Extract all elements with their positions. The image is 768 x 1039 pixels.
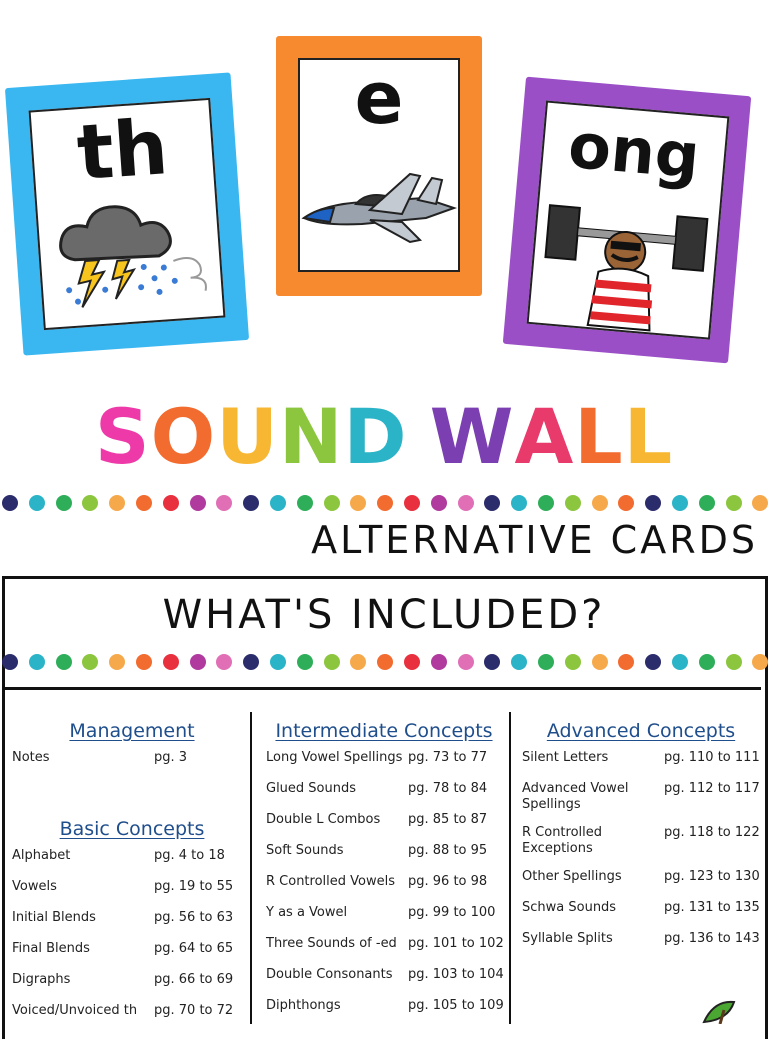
divider-dot xyxy=(458,654,474,670)
title-letter: O xyxy=(150,392,217,481)
item-page: pg. 99 to 100 xyxy=(408,905,496,920)
item-page: pg. 4 to 18 xyxy=(154,848,225,863)
title-letter: L xyxy=(574,392,624,481)
divider-dot xyxy=(511,495,527,511)
divider-dot xyxy=(565,495,581,511)
list-item xyxy=(12,879,242,895)
list-item xyxy=(522,825,760,857)
divider-dot xyxy=(216,495,232,511)
divider-dot xyxy=(350,654,366,670)
list-item xyxy=(266,750,502,766)
list-item xyxy=(522,900,760,916)
item-name: Advanced Vowel Spellings xyxy=(522,781,629,812)
divider-dot xyxy=(431,654,447,670)
divider-dot xyxy=(190,654,206,670)
item-page: pg. 64 to 65 xyxy=(154,941,234,956)
divider-dot xyxy=(29,654,45,670)
item-page: pg. 112 to 117 xyxy=(664,781,760,796)
divider-dot xyxy=(243,495,259,511)
divider-dot xyxy=(672,495,688,511)
list-item xyxy=(522,931,760,947)
item-name: Double Consonants xyxy=(266,967,393,982)
list-item xyxy=(12,750,242,766)
divider-dot xyxy=(377,495,393,511)
list-item xyxy=(12,972,242,988)
title-letter: D xyxy=(343,392,408,481)
divider-dot xyxy=(270,495,286,511)
title-letter: W xyxy=(429,392,515,481)
divider-dot xyxy=(752,495,768,511)
item-name: Other Spellings xyxy=(522,869,622,884)
title-letter: L xyxy=(623,392,674,481)
item-page: pg. 131 to 135 xyxy=(664,900,760,915)
list-item xyxy=(266,874,502,890)
item-page: pg. 123 to 130 xyxy=(664,869,760,884)
sound-wall-title xyxy=(0,392,768,482)
dot-divider-included xyxy=(0,652,768,672)
card-ong xyxy=(503,77,751,364)
storm-cloud-icon xyxy=(41,190,219,322)
item-page: pg. 118 to 122 xyxy=(664,825,760,840)
item-name: Silent Letters xyxy=(522,750,609,765)
divider-dot xyxy=(190,495,206,511)
divider-dot xyxy=(270,654,286,670)
item-page: pg. 70 to 72 xyxy=(154,1003,234,1018)
column-divider xyxy=(509,712,511,1024)
item-page: pg. 96 to 98 xyxy=(408,874,488,889)
divider-dot xyxy=(404,495,420,511)
column-intermediate xyxy=(266,720,502,1026)
divider-dot xyxy=(56,495,72,511)
item-name: Y as a Vowel xyxy=(266,905,348,920)
divider-dot xyxy=(645,495,661,511)
item-page: pg. 56 to 63 xyxy=(154,910,234,925)
apple-leaf-icon xyxy=(700,998,740,1024)
section-heading-advanced: Advanced Concepts xyxy=(546,720,736,742)
divider-dot xyxy=(163,654,179,670)
item-name: Alphabet xyxy=(12,848,71,863)
item-name: Soft Sounds xyxy=(266,843,344,858)
item-name: Final Blends xyxy=(12,941,90,956)
divider-dot xyxy=(645,654,661,670)
divider-dot xyxy=(431,495,447,511)
divider-dot xyxy=(136,495,152,511)
list-item xyxy=(12,910,242,926)
divider-dot xyxy=(2,654,18,670)
divider-dot xyxy=(699,495,715,511)
divider-dot xyxy=(672,654,688,670)
list-item xyxy=(266,967,502,983)
list-item xyxy=(522,869,760,885)
item-name: Notes xyxy=(12,750,50,765)
divider-dot xyxy=(324,495,340,511)
divider-dot xyxy=(404,654,420,670)
list-item xyxy=(266,812,502,828)
divider-dot xyxy=(2,495,18,511)
divider-dot xyxy=(350,495,366,511)
list-item xyxy=(266,843,502,859)
column-basic xyxy=(12,720,242,1031)
title-letter: N xyxy=(278,392,344,481)
divider-dot xyxy=(726,495,742,511)
item-name: Syllable Splits xyxy=(522,931,613,946)
item-name: Digraphs xyxy=(12,972,71,987)
title-letter: U xyxy=(216,392,279,481)
item-name: Diphthongs xyxy=(266,998,341,1013)
item-name: Double L Combos xyxy=(266,812,381,827)
item-name: R Controlled Exceptions xyxy=(522,825,603,856)
divider-dot xyxy=(592,495,608,511)
card-ong-letters: ong xyxy=(565,108,703,193)
section-heading-intermediate: Intermediate Concepts xyxy=(275,720,493,742)
card-e-inner xyxy=(298,58,460,272)
divider-dot xyxy=(484,495,500,511)
divider-dot xyxy=(109,654,125,670)
item-name: R Controlled Vowels xyxy=(266,874,396,889)
item-page: pg. 73 to 77 xyxy=(408,750,488,765)
item-name: Schwa Sounds xyxy=(522,900,617,915)
list-item xyxy=(12,941,242,957)
list-item xyxy=(266,781,502,797)
divider-dot xyxy=(163,495,179,511)
divider-dot xyxy=(618,654,634,670)
divider-dot xyxy=(216,654,232,670)
item-page: pg. 88 to 95 xyxy=(408,843,488,858)
list-item xyxy=(266,905,502,921)
divider-dot xyxy=(29,495,45,511)
divider-dot xyxy=(618,495,634,511)
strongman-icon xyxy=(534,183,716,337)
item-name: Glued Sounds xyxy=(266,781,357,796)
column-advanced xyxy=(522,720,760,959)
item-name: Initial Blends xyxy=(12,910,96,925)
divider-dot xyxy=(538,495,554,511)
list-item xyxy=(522,750,760,766)
dot-divider-top xyxy=(0,493,768,513)
divider-dot xyxy=(726,654,742,670)
section-heading-basic: Basic Concepts xyxy=(59,818,205,840)
item-page: pg. 3 xyxy=(154,750,188,765)
divider-dot xyxy=(82,495,98,511)
item-name: Voiced/Unvoiced th xyxy=(12,1003,138,1018)
item-name: Three Sounds of -ed xyxy=(266,936,397,951)
list-item xyxy=(266,936,502,952)
item-page: pg. 85 to 87 xyxy=(408,812,488,827)
title-letter: S xyxy=(94,392,151,481)
item-page: pg. 110 to 111 xyxy=(664,750,760,765)
card-ong-inner xyxy=(527,100,730,339)
item-page: pg. 19 to 55 xyxy=(154,879,234,894)
subtitle: ALTERNATIVE CARDS xyxy=(311,518,758,562)
included-heading: WHAT'S INCLUDED? xyxy=(162,592,606,638)
list-item xyxy=(12,848,242,864)
divider-dot xyxy=(243,654,259,670)
divider-dot xyxy=(511,654,527,670)
divider-dot xyxy=(136,654,152,670)
divider-dot xyxy=(377,654,393,670)
list-item xyxy=(12,1003,242,1019)
list-item xyxy=(266,998,502,1014)
divider-dot xyxy=(324,654,340,670)
card-th-inner xyxy=(29,98,226,330)
divider-dot xyxy=(109,495,125,511)
item-name: Vowels xyxy=(12,879,57,894)
divider-dot xyxy=(458,495,474,511)
divider-dot xyxy=(56,654,72,670)
divider-dot xyxy=(297,495,313,511)
item-page: pg. 105 to 109 xyxy=(408,998,504,1013)
item-page: pg. 101 to 102 xyxy=(408,936,504,951)
item-page: pg. 66 to 69 xyxy=(154,972,234,987)
list-item xyxy=(522,781,760,813)
divider-dot xyxy=(752,654,768,670)
divider-dot xyxy=(297,654,313,670)
title-letter: A xyxy=(514,392,575,481)
card-e xyxy=(276,36,482,296)
item-name: Long Vowel Spellings xyxy=(266,750,403,765)
card-e-letters: e xyxy=(354,56,404,140)
section-heading-management: Management xyxy=(69,720,195,742)
item-page: pg. 78 to 84 xyxy=(408,781,488,796)
divider-dot xyxy=(565,654,581,670)
item-page: pg. 103 to 104 xyxy=(408,967,504,982)
card-th xyxy=(5,72,249,355)
jet-plane-icon xyxy=(300,160,460,250)
divider-dot xyxy=(538,654,554,670)
item-page: pg. 136 to 143 xyxy=(664,931,760,946)
divider-dot xyxy=(592,654,608,670)
card-th-letters: th xyxy=(74,102,171,198)
divider-dot xyxy=(699,654,715,670)
column-divider xyxy=(250,712,252,1024)
divider-dot xyxy=(484,654,500,670)
divider-dot xyxy=(82,654,98,670)
